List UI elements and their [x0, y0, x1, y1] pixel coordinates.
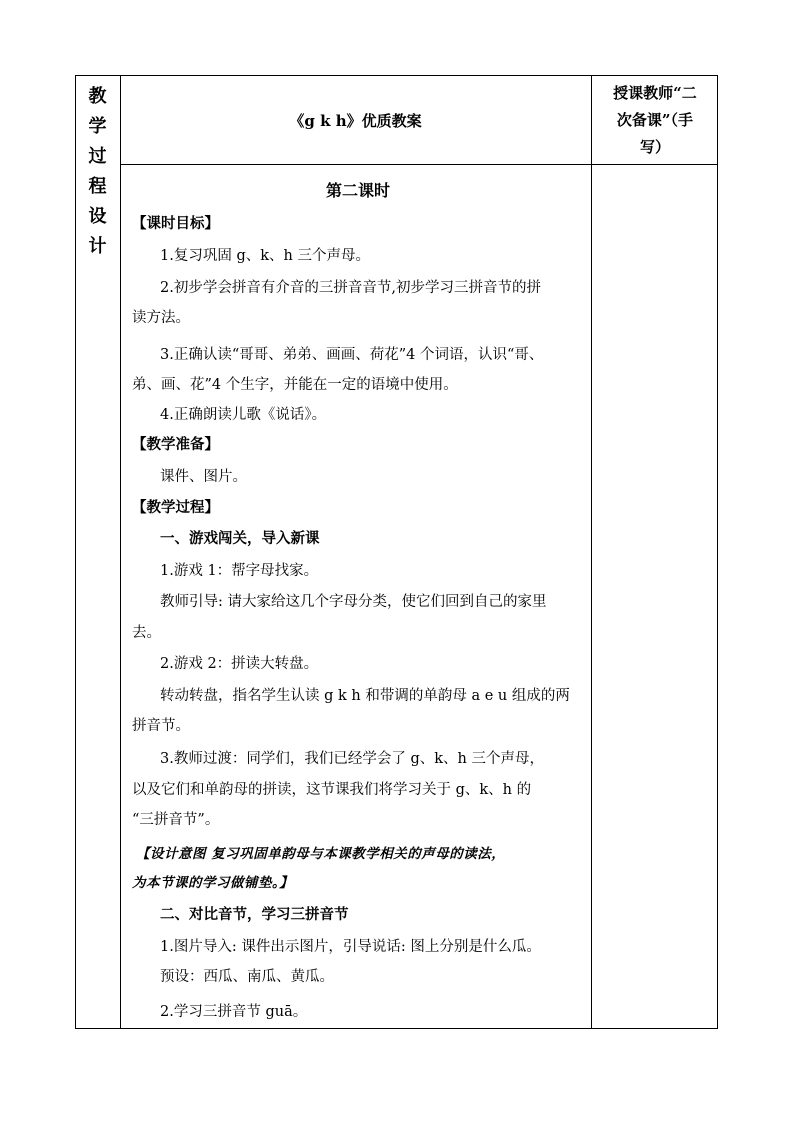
prep-title: 【教学准备】: [132, 436, 219, 453]
goal-item: 2.初步学会拼音有介音的三拼音音节,初步学习三拼音节的拼: [160, 280, 541, 296]
step-item: 3.教师过渡：同学们，我们已经学会了 g、k、h 三个声母，: [160, 751, 544, 767]
step-item: 2.学习三拼音节 guā。: [160, 1004, 308, 1020]
goal-item-cont: 弟、画、花”4 个生字，并能在一定的语境中使用。: [132, 377, 458, 393]
design-intent: 【设计意图 复习巩固单韵母与本课教学相关的声母的读法，: [136, 846, 506, 862]
step-title: 二、对比音节，学习三拼音节: [160, 906, 349, 923]
goal-item: 4.正确朗读儿歌《说话》。: [160, 407, 327, 423]
label-char: 教: [88, 86, 107, 107]
design-intent-cont: 为本节课的学习做铺垫。】: [132, 875, 294, 891]
step-title: 一、游戏闯关，导入新课: [160, 530, 320, 547]
goal-item: 1.复习巩固 g、k、h 三个声母。: [160, 248, 370, 264]
teacher-notes-header: [592, 80, 718, 161]
process-title: 【教学过程】: [132, 499, 219, 516]
step-item-cont: 去。: [132, 625, 161, 641]
step-item: 1.游戏 1：帮字母找家。: [160, 563, 319, 579]
goals-title: 【课时目标】: [132, 215, 219, 232]
label-char: 设: [88, 206, 107, 227]
step-item: 教师引导: 请大家给这几个字母分类，使它们回到自己的家里: [160, 594, 547, 610]
step-item-cont: 拼音节。: [132, 718, 190, 734]
step-item: 2.游戏 2：拼读大转盘。: [160, 656, 319, 672]
header-line: 次备课”（手: [616, 111, 694, 129]
step-item: 预设：西瓜、南瓜、黄瓜。: [160, 969, 334, 985]
document-title: 《g k h》优质教案: [289, 112, 422, 130]
prep-text: 课件、图片。: [160, 469, 247, 485]
goal-item: 3.正确认读“哥哥、弟弟、画画、荷花”4 个词语，认识“哥、: [160, 347, 544, 363]
goal-item-cont: 读方法。: [132, 310, 190, 326]
step-item: 1.图片导入: 课件出示图片，引导说话: 图上分别是什么瓜。: [160, 939, 541, 955]
step-item-cont: “三拼音节”。: [132, 812, 220, 828]
header-line: 授课教师“二: [613, 84, 697, 102]
step-item: 转动转盘，指名学生认读 g k h 和带调的单韵母 a e u 组成的两: [160, 688, 570, 704]
label-char: 计: [88, 236, 107, 257]
label-char: 过: [88, 146, 107, 167]
header-line: 写）: [639, 138, 670, 156]
lesson-heading: 第二课时: [325, 181, 390, 200]
process-design-label: [75, 76, 120, 1028]
step-item-cont: 以及它们和单韵母的拼读，这节课我们将学习关于 g、k、h 的: [132, 782, 532, 798]
label-char: 学: [88, 116, 107, 137]
label-char: 程: [88, 176, 107, 197]
